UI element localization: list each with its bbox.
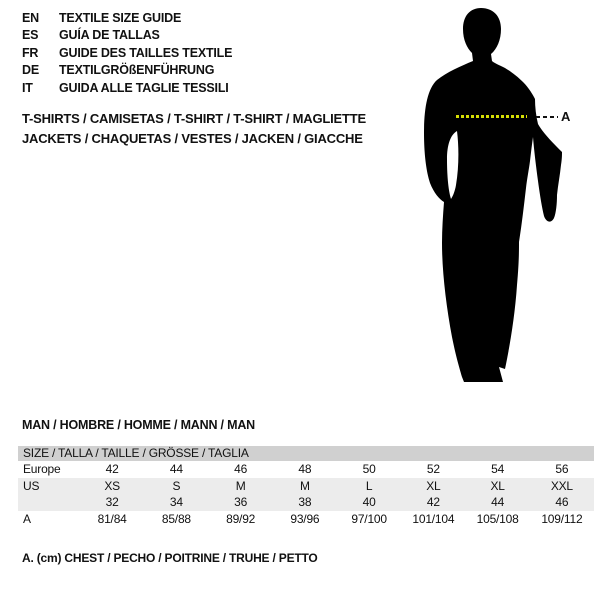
table-row-us — [18, 478, 594, 495]
measure-callout-line — [536, 116, 558, 118]
table-cell: 101/104 — [412, 511, 455, 526]
table-cell: XL — [426, 478, 441, 493]
table-row-chest — [18, 511, 594, 528]
table-cell: 97/100 — [351, 511, 387, 526]
table-row-numeric — [18, 494, 594, 511]
table-cell: 40 — [362, 495, 376, 509]
language-label: GUIDE DES TAILLES TEXTILE — [59, 45, 233, 60]
table-cell: 44 — [169, 462, 183, 476]
language-code: IT — [22, 80, 33, 95]
language-row — [22, 45, 232, 62]
category-line-jackets: JACKETS / CHAQUETAS / VESTES / JACKEN / GIACCHE — [22, 130, 363, 146]
category-list — [22, 109, 366, 148]
table-cell: 109/112 — [541, 511, 583, 526]
table-cell: 54 — [491, 462, 505, 476]
size-table-header: SIZE / TALLA / TAILLE / GRÖSSE / TAGLIA — [18, 446, 594, 461]
table-cell: 32 — [105, 495, 119, 509]
table-cell: 48 — [298, 462, 312, 476]
language-code: FR — [22, 45, 39, 60]
table-cell: M — [235, 478, 246, 493]
language-code: DE — [22, 63, 39, 78]
language-row — [22, 27, 232, 44]
table-cell: S — [172, 478, 181, 493]
table-cell: XXL — [550, 478, 573, 493]
table-cell: 85/88 — [161, 511, 191, 526]
table-cell: 105/108 — [476, 511, 519, 526]
table-cell: 46 — [234, 462, 248, 476]
section-title-man: MAN / HOMBRE / HOMME / MANN / MAN — [22, 418, 255, 432]
table-cell: XL — [490, 478, 505, 493]
size-table-header-row — [18, 446, 594, 461]
language-row — [22, 62, 232, 79]
table-row-europe — [18, 461, 594, 478]
table-cell: 42 — [105, 462, 119, 476]
measure-label-a: A — [561, 109, 571, 124]
row-label — [18, 494, 80, 511]
language-code: ES — [22, 28, 39, 43]
language-row — [22, 80, 232, 97]
table-cell: 38 — [298, 495, 312, 509]
row-label: Europe — [23, 462, 61, 476]
table-cell: 81/84 — [97, 511, 127, 526]
man-silhouette-icon — [415, 5, 575, 390]
table-cell: XS — [104, 478, 120, 493]
table-cell: 44 — [491, 495, 505, 509]
table-cell: 50 — [362, 462, 376, 476]
table-cell: 46 — [555, 495, 569, 509]
category-line-tshirts: T-SHIRTS / CAMISETAS / T-SHIRT / T-SHIRT / MAGLIETTE — [22, 111, 366, 126]
table-cell: 89/92 — [226, 511, 256, 526]
language-label: GUÍA DE TALLAS — [59, 28, 160, 43]
language-row — [22, 10, 232, 27]
language-label: TEXTILE SIZE GUIDE — [59, 11, 182, 25]
language-label: GUIDA ALLE TAGLIE TESSILI — [59, 80, 229, 95]
table-cell: 34 — [169, 495, 183, 509]
language-label: TEXTILGRÖßENFÜHRUNG — [59, 63, 215, 78]
language-list — [22, 10, 232, 97]
table-cell: M — [299, 478, 310, 493]
language-code: EN — [22, 11, 39, 25]
size-table — [18, 446, 594, 527]
table-cell: 56 — [555, 462, 569, 476]
table-cell: 36 — [234, 495, 248, 509]
table-cell: 93/96 — [290, 511, 320, 526]
table-cell: 42 — [426, 495, 440, 509]
row-label: A — [23, 511, 31, 526]
table-cell: L — [365, 478, 373, 493]
row-label: US — [23, 478, 40, 493]
chest-measure-line — [456, 115, 527, 118]
measure-footnote: A. (cm) CHEST / PECHO / POITRINE / TRUHE / PETTO — [22, 551, 318, 565]
table-cell: 52 — [426, 462, 440, 476]
